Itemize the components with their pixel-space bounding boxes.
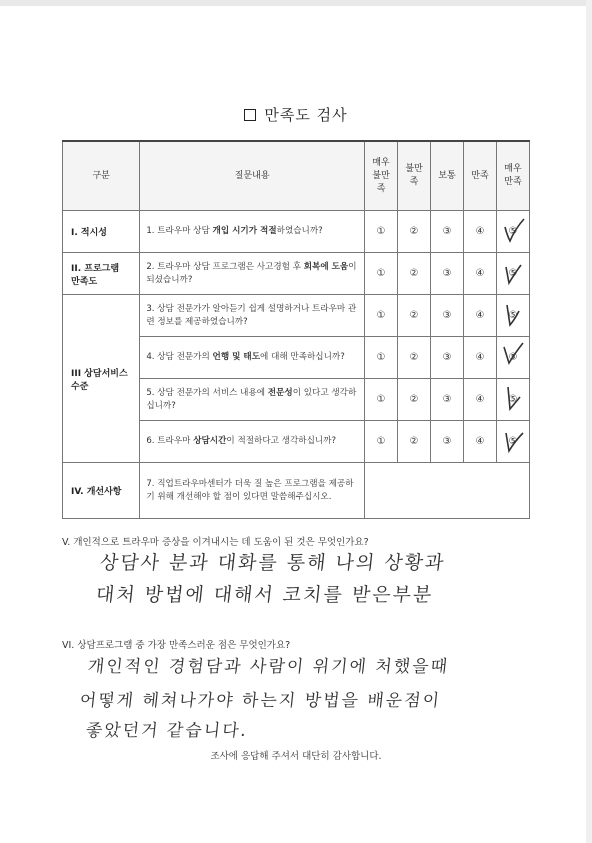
section-6-answer-line-1: 개인적인 경험담과 사람이 위기에 처했을때 [86,657,451,677]
table-row [63,295,530,337]
option-1[interactable]: ① [365,253,398,295]
option-2[interactable]: ② [398,421,431,463]
option-4[interactable]: ④ [464,295,497,337]
question-7: 7. 직업트라우마센터가 더욱 질 높은 프로그램을 제공하기 위해 개선해야 할 점이 있다면 말씀해주십시오. [140,463,365,519]
option-2[interactable]: ② [398,211,431,253]
option-3[interactable]: ③ [431,211,464,253]
option-5-checked[interactable]: ⑤ [496,337,529,379]
option-4[interactable]: ④ [464,379,497,421]
header-very-dissatisfied: 매우 불만 족 [365,141,398,211]
table-row [63,211,530,253]
option-3[interactable]: ③ [431,337,464,379]
header-very-satisfied: 매우 만족 [496,141,529,211]
question-6: 6. 트라우마 상담시간이 적절하다고 생각하십니까? [140,421,365,463]
header-satisfied: 만족 [464,141,497,211]
section-5-answer-line-2: 대처 방법에 대해서 코치를 받은부분 [94,584,435,606]
category-improvements: IV. 개선사항 [63,463,140,519]
question-1: 1. 트라우마 상담 개입 시기가 적절하였습니까? [140,211,365,253]
page-title [0,104,592,125]
option-3[interactable]: ③ [431,379,464,421]
option-5-checked[interactable]: ⑤ [496,379,529,421]
option-5-checked[interactable]: ⑤ [496,211,529,253]
section-5-question: V. 개인적으로 트라우마 증상을 이겨내시는 데 도움이 된 것은 무엇인가요? [62,537,369,548]
option-2[interactable]: ② [398,253,431,295]
survey-table [62,140,530,519]
section-5-answer-line-1: 상담사 분과 대화를 통해 나의 상황과 [98,552,447,574]
category-service-level: III 상담서비스 수준 [63,295,140,463]
option-5-checked[interactable]: ⑤ [496,295,529,337]
option-5-checked[interactable]: ⑤ [496,421,529,463]
option-4[interactable]: ④ [464,337,497,379]
question-5: 5. 상담 전문가의 서비스 내용에 전문성이 있다고 생각하십니까? [140,379,365,421]
section-6-question: VI. 상담프로그램 중 가장 만족스러운 점은 무엇인가요? [62,640,291,651]
option-1[interactable]: ① [365,211,398,253]
page-title-text: 만족도 검사 [264,106,348,124]
improvements-blank-cell[interactable] [365,463,530,519]
header-question: 질문내용 [140,141,365,211]
header-category: 구분 [63,141,140,211]
table-header-row [63,141,530,211]
section-6-answer-line-2: 어떻게 헤쳐나가야 하는지 방법을 배운점이 [78,691,443,711]
option-1[interactable]: ① [365,337,398,379]
category-program-satisfaction: II. 프로그램 만족도 [63,253,140,295]
option-1[interactable]: ① [365,379,398,421]
option-2[interactable]: ② [398,379,431,421]
category-timeliness: I. 적시성 [63,211,140,253]
option-1[interactable]: ① [365,421,398,463]
handwritten-check-icon [501,425,527,455]
header-neutral: 보통 [431,141,464,211]
handwritten-check-icon [501,299,527,329]
option-3[interactable]: ③ [431,421,464,463]
scan-top-edge [0,0,592,6]
option-4[interactable]: ④ [464,421,497,463]
option-5-checked[interactable]: ⑤ [496,253,529,295]
question-2: 2. 트라우마 상담 프로그램은 사고경험 후 회복에 도움이 되셨습니까? [140,253,365,295]
option-4[interactable]: ④ [464,253,497,295]
question-3: 3. 상담 전문가가 알아듣기 쉽게 설명하거나 트라우마 관련 정보를 제공하였습니까? [140,295,365,337]
option-2[interactable]: ② [398,337,431,379]
table-row [63,253,530,295]
option-1[interactable]: ① [365,295,398,337]
section-6-answer-line-3: 좋았던거 같습니다. [84,721,249,741]
option-4[interactable]: ④ [464,211,497,253]
option-2[interactable]: ② [398,295,431,337]
option-3[interactable]: ③ [431,295,464,337]
table-row [63,463,530,519]
handwritten-check-icon [501,341,527,371]
option-3[interactable]: ③ [431,253,464,295]
checkbox-square-icon [244,109,256,121]
handwritten-check-icon [501,257,527,287]
scan-right-edge [586,0,592,843]
thank-you-note: 조사에 응답해 주셔서 대단히 감사합니다. [210,751,382,762]
handwritten-check-icon [501,383,527,413]
header-dissatisfied: 불만 족 [398,141,431,211]
handwritten-check-icon [501,215,527,245]
question-4: 4. 상담 전문가의 언행 및 태도에 대해 만족하십니까? [140,337,365,379]
